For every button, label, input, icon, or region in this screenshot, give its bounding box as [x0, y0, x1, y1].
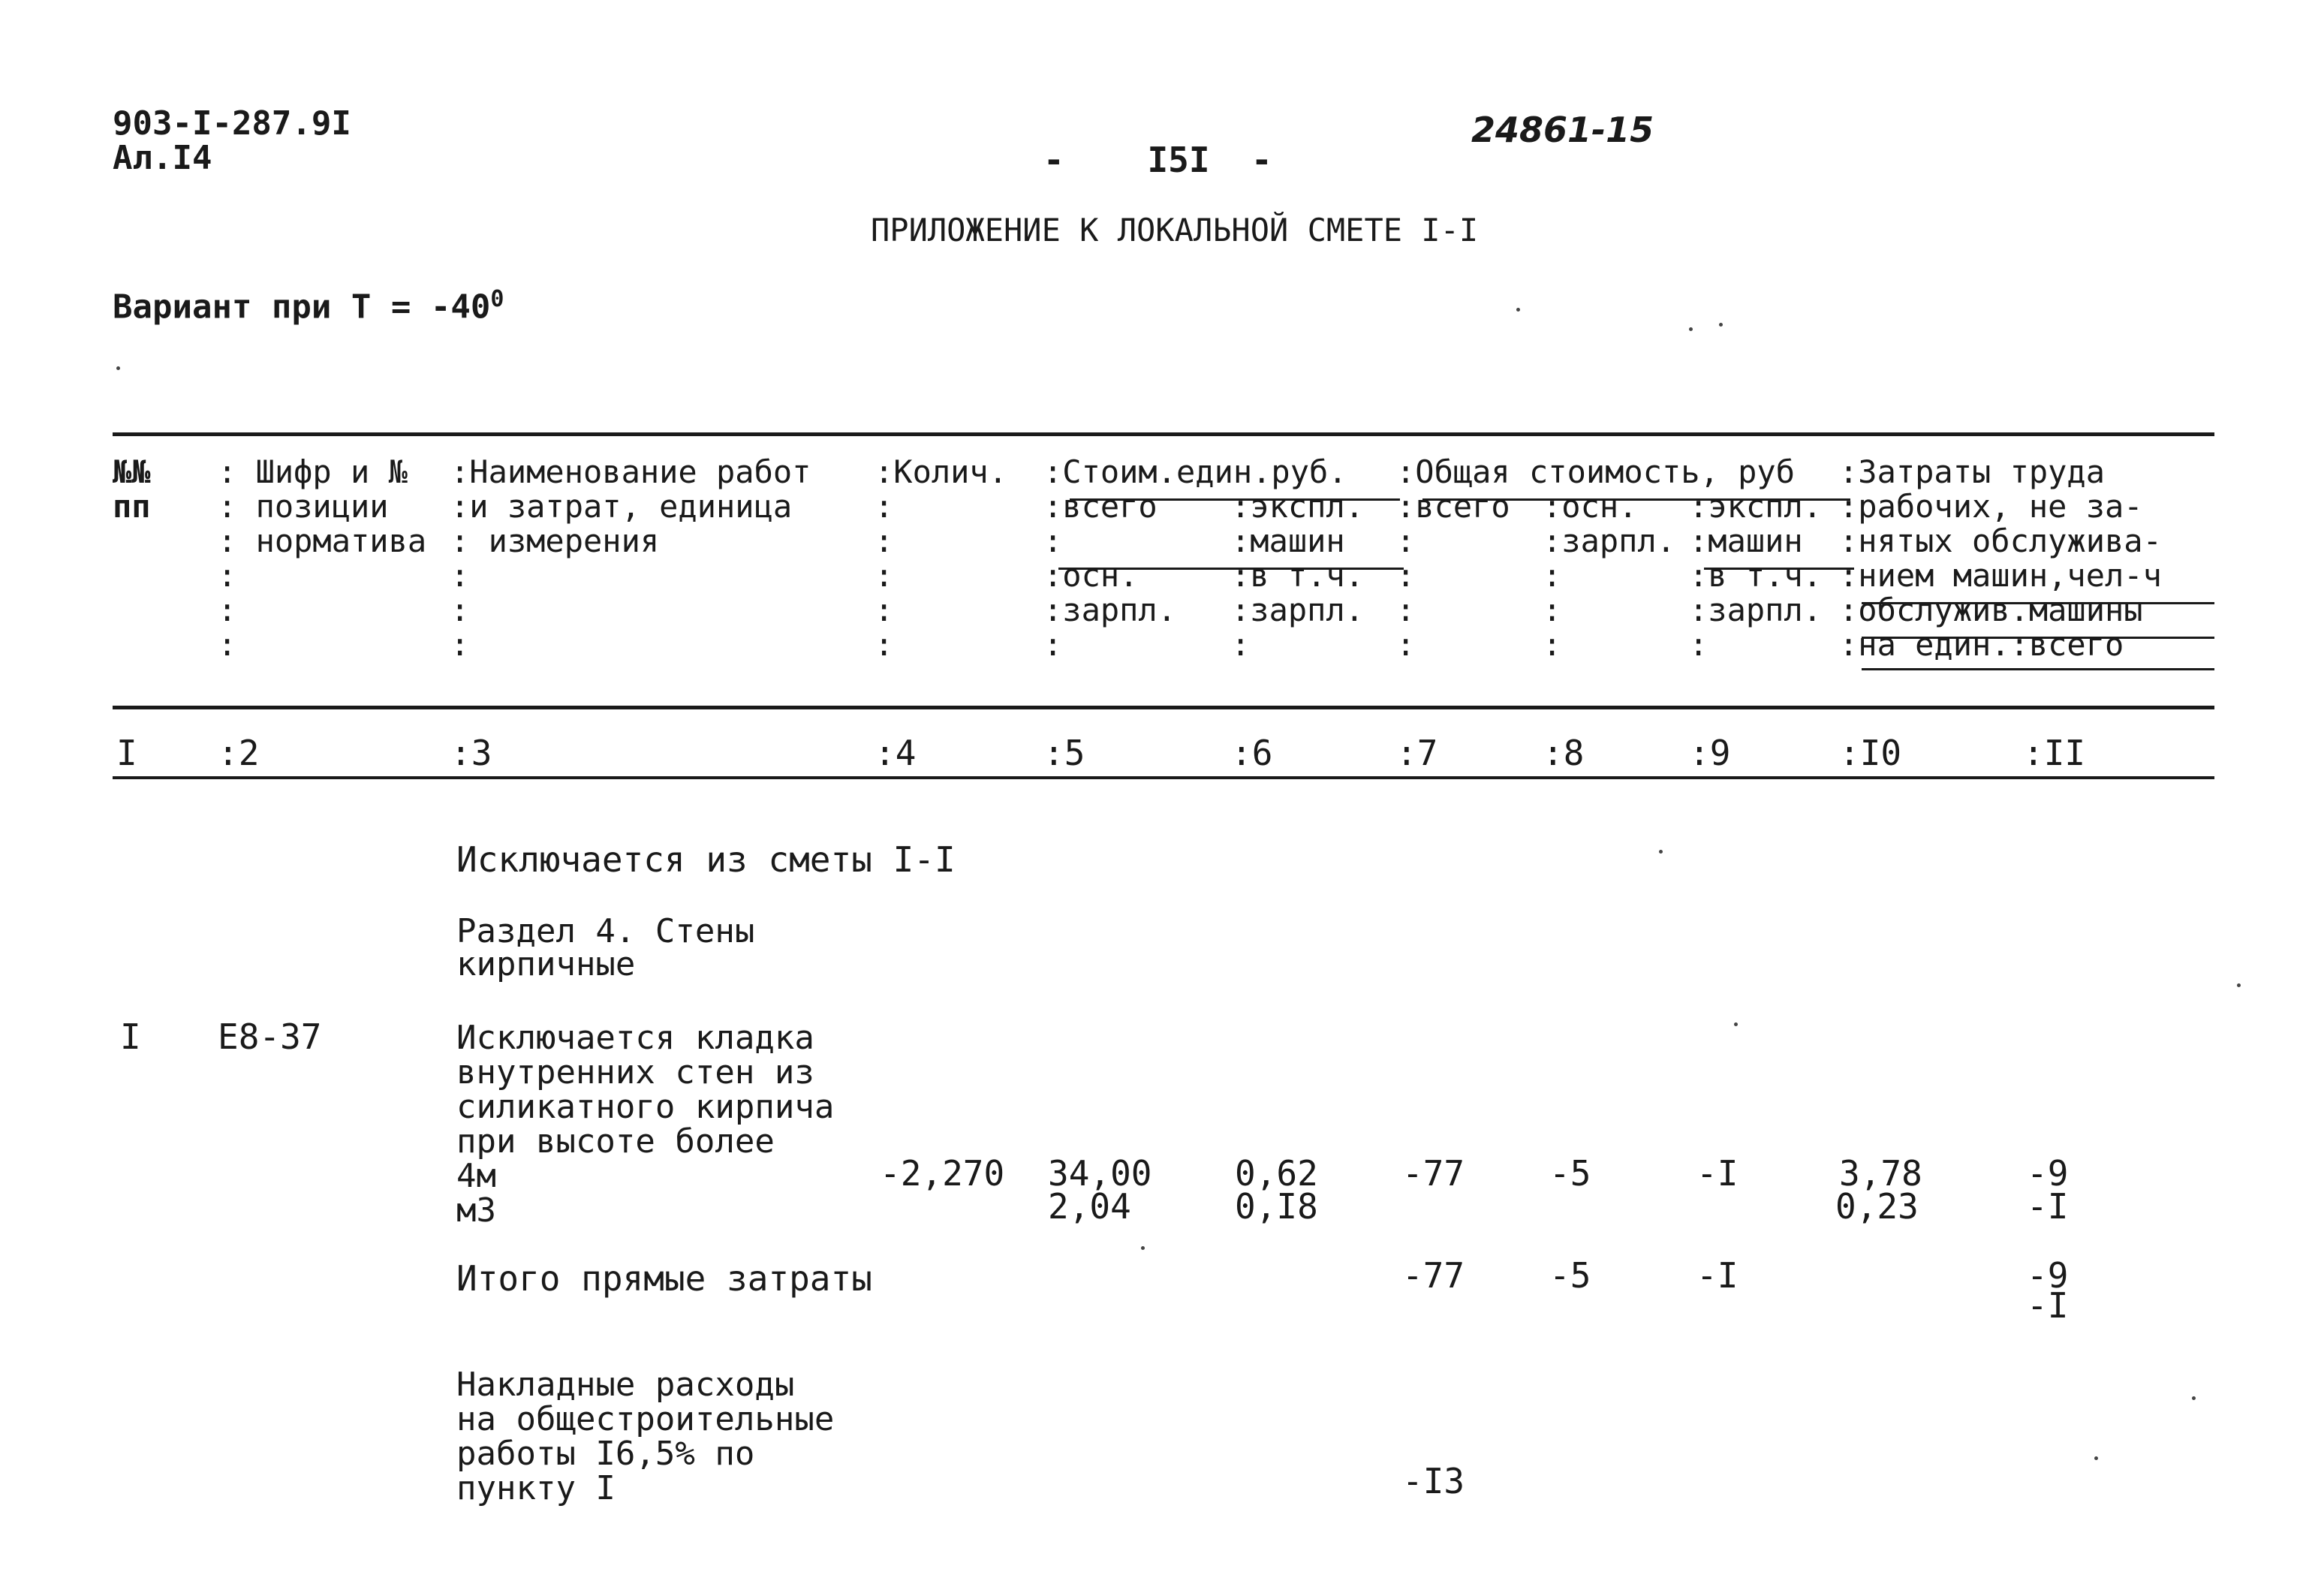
direct-costs-salary: -5 [1549, 1255, 1591, 1296]
header-cell: :всего [1396, 488, 1510, 525]
column-number: :8 [1543, 733, 1585, 773]
header-cell: :Стоим.един.руб. [1043, 453, 1347, 490]
scan-speck [1719, 323, 1723, 327]
header-cell: : [218, 557, 237, 594]
scan-speck [2094, 1456, 2098, 1460]
header-cell: : [450, 557, 470, 594]
document-code: 903-I-287.9I [113, 104, 351, 143]
variant-degree: 0 [490, 286, 504, 312]
header-cell: : [1231, 626, 1251, 663]
header-cell: : измерения [450, 522, 660, 559]
row-1-total-salary: -5 [1549, 1153, 1591, 1194]
header-cell: : [1543, 592, 1562, 628]
table-top-rule [113, 432, 2214, 436]
row-1-unit-mach-salary: 0,I8 [1235, 1186, 1318, 1227]
header-col-qty [875, 455, 1007, 662]
section-heading-line1: Раздел 4. Стены [456, 912, 755, 950]
header-col-total-salary [1543, 489, 1675, 662]
direct-costs-label: Итого прямые затраты [456, 1258, 872, 1299]
page-number: - I5I - [1043, 140, 1272, 180]
header-cell: :осн. [1043, 557, 1139, 594]
header-cell: : норматива [218, 522, 427, 559]
row-1-code: Е8-37 [218, 1016, 322, 1057]
row-1-labor-unit-mach: 0,23 [1835, 1186, 1919, 1227]
direct-costs-mach: -I [1696, 1255, 1739, 1296]
header-cell: : [875, 626, 894, 663]
header-cell: :зарпл. [1689, 592, 1823, 628]
variant-label [113, 282, 504, 325]
overhead-line: пункту I [456, 1469, 616, 1507]
scan-speck [1659, 850, 1663, 854]
direct-costs-labor: -9 [2027, 1255, 2069, 1296]
header-cell: :Общая стоимость, руб [1396, 453, 1796, 490]
header-cell: : [218, 592, 237, 628]
section-heading-line2: кирпичные [456, 945, 636, 983]
archive-stamp: 24861-15 [1471, 110, 1654, 150]
header-col-unit-mach [1231, 489, 1364, 662]
variant-text: Вариант при Т = -40 [113, 288, 491, 327]
overhead-line: работы I6,5% по [456, 1435, 755, 1473]
header-bottom-rule [113, 706, 2214, 709]
header-cell: :на един.:всего [1839, 626, 2124, 663]
column-numbers-rule [113, 776, 2214, 779]
header-cell: :Наименование работ [450, 453, 811, 490]
header-cell: :и затрат, единица [450, 488, 793, 525]
row-1-name-line: силикатного кирпича [456, 1088, 835, 1126]
labor-underline-3 [1862, 668, 2214, 670]
header-col-code [218, 455, 426, 662]
column-number: :7 [1396, 733, 1438, 773]
header-cell: : [1043, 522, 1063, 559]
column-number: :2 [218, 733, 260, 773]
scan-speck [116, 366, 120, 370]
scan-speck [1516, 308, 1520, 312]
header-cell: : [1043, 626, 1063, 663]
direct-costs-labor-mach: -I [2027, 1285, 2069, 1326]
scan-speck [1141, 1246, 1145, 1250]
column-number: :I0 [1839, 733, 1902, 773]
header-cell: :нятых обслужива- [1839, 522, 2162, 559]
row-1-unit-total: 34,00 [1048, 1153, 1152, 1194]
header-cell: : [218, 626, 237, 663]
album-number: Ал.I4 [113, 139, 212, 177]
header-cell: : [875, 522, 894, 559]
column-number: :5 [1043, 733, 1085, 773]
row-1-total-mach: -I [1696, 1153, 1739, 1194]
row-1-name-line: Исключается кладка [456, 1019, 814, 1057]
overhead-label [456, 1368, 834, 1506]
header-cell: :обслужив.машины [1839, 592, 2143, 628]
scan-speck [1734, 1022, 1738, 1026]
column-number: :II [2023, 733, 2086, 773]
header-cell: : [1396, 557, 1416, 594]
header-cell: :всего [1043, 488, 1158, 525]
row-1-name-line: внутренних стен из [456, 1053, 814, 1092]
header-cell: : [875, 557, 894, 594]
header-cell: :зарпл. [1543, 522, 1676, 559]
row-1-name-line: при высоте более [456, 1122, 775, 1161]
row-1-unit-salary: 2,04 [1048, 1186, 1131, 1227]
header-cell: : [1396, 626, 1416, 663]
overhead-total: -I3 [1402, 1461, 1465, 1501]
header-cell: :зарпл. [1043, 592, 1177, 628]
column-number: :6 [1231, 733, 1273, 773]
column-number: :3 [450, 733, 492, 773]
excluded-heading: Исключается из сметы I-I [456, 839, 956, 880]
row-1-quantity: -2,270 [880, 1153, 1005, 1194]
header-cell: : [450, 626, 470, 663]
header-cell: : [450, 592, 470, 628]
header-cell: :зарпл. [1231, 592, 1365, 628]
row-1-unit-mach: 0,62 [1235, 1153, 1318, 1194]
scan-speck [1689, 327, 1693, 331]
column-number: :4 [875, 733, 917, 773]
scan-speck [2237, 983, 2241, 987]
header-cell: :экспл. [1689, 488, 1823, 525]
header-cell: :рабочих, не за- [1839, 488, 2143, 525]
row-1-name [456, 1021, 834, 1228]
header-cell: : Шифр и № [218, 453, 408, 490]
header-col-total-mach [1689, 489, 1822, 662]
header-cell: пп [113, 488, 151, 525]
header-cell: :Колич. [875, 453, 1008, 490]
header-cell: : [1543, 557, 1562, 594]
header-cell: :экспл. [1231, 488, 1365, 525]
row-1-labor-unit: 3,78 [1839, 1153, 1922, 1194]
row-1-name-line: м3 [456, 1191, 496, 1230]
header-cell: :осн. [1543, 488, 1638, 525]
header-cell: : позиции [218, 488, 389, 525]
header-cell: : [875, 488, 894, 525]
overhead-line: на общестроительные [456, 1400, 835, 1438]
header-cell: :в т.ч. [1689, 557, 1823, 594]
header-cell: : [1396, 592, 1416, 628]
row-1-number: I [120, 1016, 141, 1057]
header-cell: : [1543, 626, 1562, 663]
scan-speck [2192, 1396, 2196, 1400]
header-cell: :Затраты труда [1839, 453, 2106, 490]
row-1-name-line: 4м [456, 1157, 496, 1195]
row-1-labor-total: -9 [2027, 1153, 2069, 1194]
document-title: ПРИЛОЖЕНИЕ К ЛОКАЛЬНОЙ СМЕТЕ I-I [871, 212, 1479, 248]
direct-costs-total: -77 [1402, 1255, 1465, 1296]
header-cell: : [875, 592, 894, 628]
column-number: I [116, 733, 137, 773]
header-col-number [113, 455, 151, 524]
header-cell: :машин [1689, 522, 1803, 559]
row-1-total: -77 [1402, 1153, 1465, 1194]
header-col-name [450, 455, 811, 662]
header-cell: :нием машин,чел-ч [1839, 557, 2162, 594]
header-cell: : [1689, 626, 1708, 663]
header-cell: №№ [113, 453, 151, 490]
header-cell: : [1396, 522, 1416, 559]
header-cell: :машин [1231, 522, 1345, 559]
header-cell: :в т.ч. [1231, 557, 1365, 594]
header-col-labor [1839, 455, 2162, 662]
overhead-line: Накладные расходы [456, 1366, 795, 1404]
row-1-labor-total-mach: -I [2027, 1186, 2069, 1227]
column-number: :9 [1689, 733, 1731, 773]
